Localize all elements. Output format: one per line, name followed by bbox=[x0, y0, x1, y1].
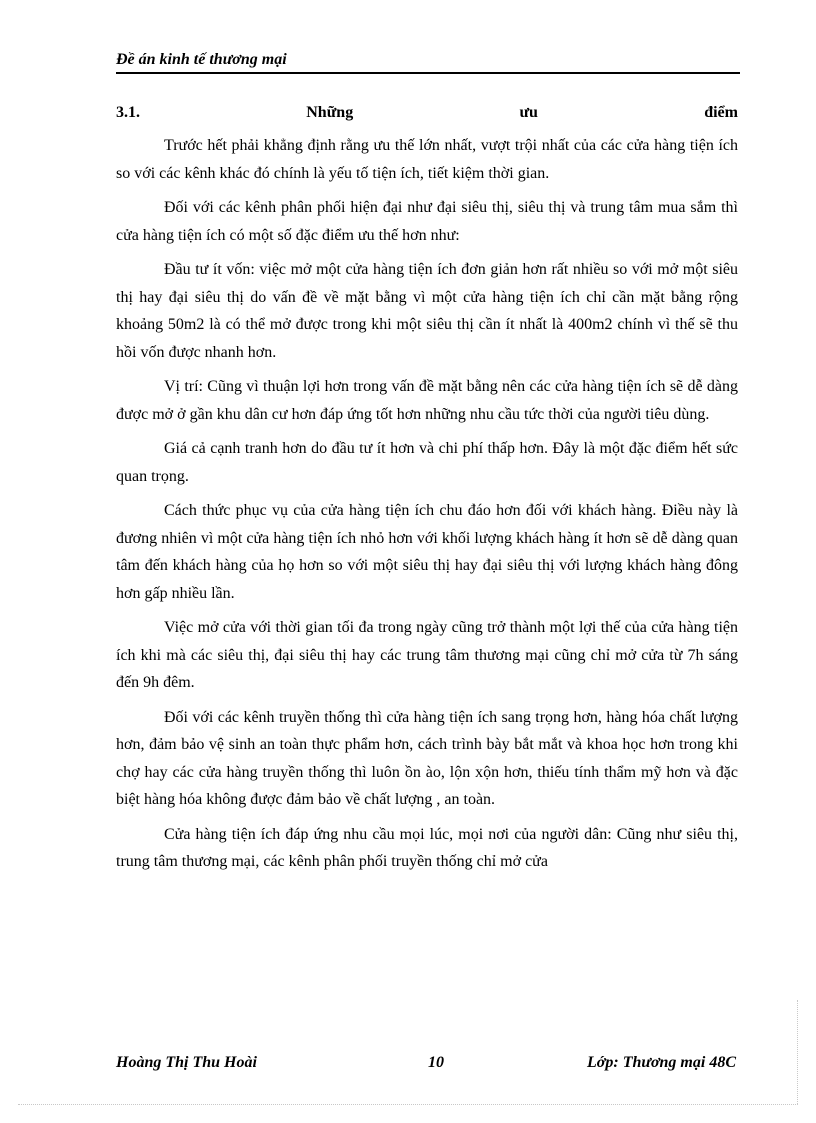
paragraph: Trước hết phải khẳng định rằng ưu thế lớn nhất, vượt trội nhất của các cửa hàng tiện ích so với các kênh khác đó chính là yếu tố tiện ích, tiết kiệm thời gian. bbox=[116, 137, 738, 182]
paragraph: Đối với các kênh phân phối hiện đại như đại siêu thị, siêu thị và trung tâm mua sắm thì cửa hàng tiện ích có một số đặc điểm ưu thế hơn như: bbox=[116, 199, 738, 244]
paragraph: Giá cả cạnh tranh hơn do đầu tư ít hơn và chi phí thấp hơn. Đây là một đặc điểm hết sức quan trọng. bbox=[116, 440, 738, 485]
page-number: 10 bbox=[428, 1054, 444, 1071]
page-header bbox=[116, 48, 740, 74]
paragraph: Vị trí: Cũng vì thuận lợi hơn trong vấn đề mặt bằng nên các cửa hàng tiện ích sẽ dễ dàng được mở ở gần khu dân cư hơn đáp ứng tốt hơn những nhu cầu tức thời của người tiêu dùng. bbox=[116, 378, 738, 423]
section-title-word: Những bbox=[306, 104, 354, 121]
footer-author: Hoàng Thị Thu Hoài bbox=[116, 1054, 257, 1071]
section-title-word: điểm bbox=[704, 104, 738, 121]
footer-class: Lớp: Thương mại 48C bbox=[587, 1054, 736, 1071]
paragraph: Đầu tư ít vốn: việc mở một cửa hàng tiện ích đơn giản hơn rất nhiều so với mở một siêu thị hay đại siêu thị do vấn đề về mặt bằng vì một cửa hàng tiện ích chỉ cần mặt bằng rộng khoảng 50m2 là có thể mở được trong khi một siêu thị cần ít nhất là 400m2 chính vì thế sẽ thu hồi vốn được nhanh hơn. bbox=[116, 261, 738, 361]
paragraph: Đối với các kênh truyền thống thì cửa hàng tiện ích sang trọng hơn, hàng hóa chất lượng hơn, đảm bảo vệ sinh an toàn thực phẩm hơn, cách trình bày bắt mắt và khoa học hơn trong khi chợ hay các cửa hàng truyền thống thì luôn ồn ào, lộn xộn hơn, thiếu tính thẩm mỹ hơn và đặc biệt hàng hóa không được đảm bảo về chất lượng , an toàn. bbox=[116, 708, 738, 808]
paragraph: Cửa hàng tiện ích đáp ứng nhu cầu mọi lúc, mọi nơi của người dân: Cũng như siêu thị, trung tâm thương mại, các kênh phân phối truyền thống chỉ mở cửa bbox=[116, 825, 738, 870]
page-body bbox=[116, 100, 738, 883]
page-boundary-bottom bbox=[18, 1104, 798, 1105]
page-boundary-right bbox=[797, 1000, 798, 1104]
section-number: 3.1. bbox=[116, 104, 140, 121]
page-footer bbox=[116, 1054, 740, 1076]
section-title-word: ưu bbox=[519, 104, 538, 121]
paragraph: Cách thức phục vụ của cửa hàng tiện ích chu đáo hơn đối với khách hàng. Điều này là đương nhiên vì một cửa hàng tiện ích nhỏ hơn với khối lượng khách hàng ít hơn sẽ dễ dàng quan tâm đến khách hàng của họ hơn so với một siêu thị hay đại siêu thị với lượng khách hàng đông hơn gấp nhiều lần. bbox=[116, 502, 738, 602]
section-heading bbox=[116, 100, 738, 126]
document-title: Đề án kinh tế thương mại bbox=[116, 51, 287, 68]
paragraph: Việc mở cửa với thời gian tối đa trong ngày cũng trở thành một lợi thế của cửa hàng tiện ích khi mà các siêu thị, đại siêu thị hay các trung tâm thương mại cũng chỉ mở cửa từ 7h sáng đến 9h đêm. bbox=[116, 619, 738, 691]
